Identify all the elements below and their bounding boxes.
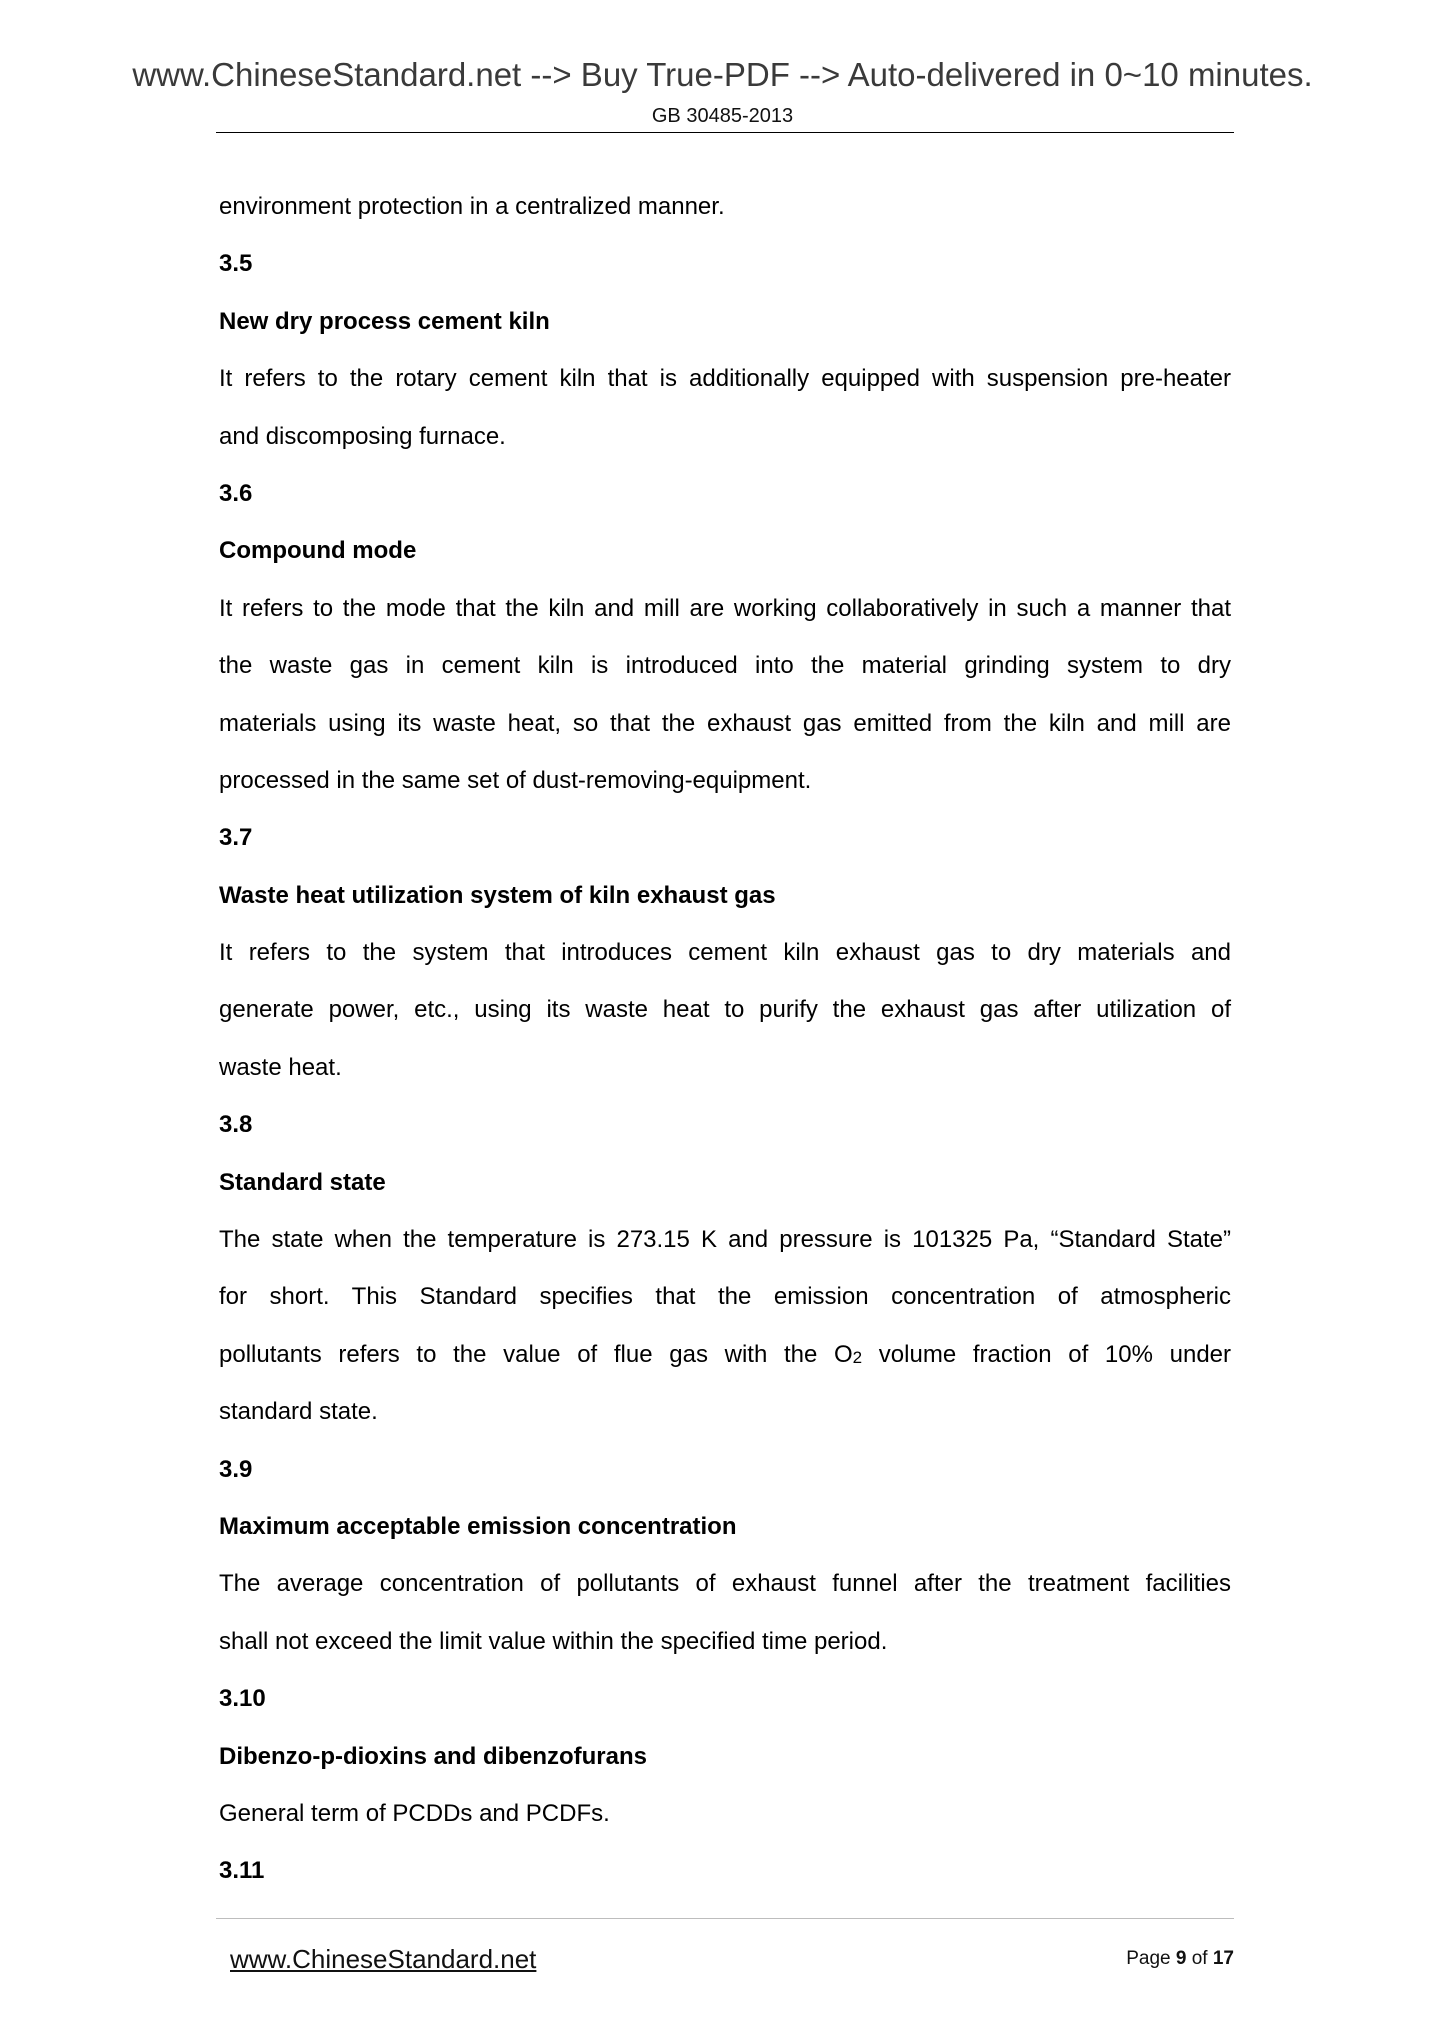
clause-def-3-6-line-2: the waste gas in cement kiln is introduced into the material grinding system to dry — [219, 652, 1231, 680]
clause-def-3-5-line-2: and discomposing furnace. — [219, 422, 506, 450]
clause-def-3-9-line-2: shall not exceed the limit value within the specified time period. — [219, 1627, 888, 1655]
document-body — [219, 178, 1231, 1900]
footer-divider — [216, 1918, 1234, 1919]
clause-number-3-9: 3.9 — [219, 1455, 253, 1483]
clause-def-3-9-line-1: The average concentration of pollutants of exhaust funnel after the treatment facilities — [219, 1570, 1231, 1598]
clause-number-3-11: 3.11 — [219, 1857, 265, 1885]
page-prefix: Page — [1126, 1948, 1176, 1969]
clause-number-3-5: 3.5 — [219, 250, 253, 278]
page-of: of — [1186, 1948, 1213, 1969]
clause-def-3-5-line-1: It refers to the rotary cement kiln that is additionally equipped with suspension pre-heater — [219, 365, 1231, 393]
header-divider — [216, 132, 1234, 133]
clause-term-3-6: Compound mode — [219, 537, 417, 565]
continuation-text: environment protection in a centralized manner. — [219, 193, 725, 220]
clause-def-3-8-line-1: The state when the temperature is 273.15 K and pressure is 101325 Pa, “Standard State” — [219, 1226, 1231, 1254]
site-banner: www.ChineseStandard.net --> Buy True-PDF --> Auto-delivered in 0~10 minutes. — [132, 56, 1313, 93]
clause-def-3-10-line-1: General term of PCDDs and PCDFs. — [219, 1799, 610, 1827]
clause-number-3-6: 3.6 — [219, 479, 253, 507]
clause-def-3-7-line-3: waste heat. — [219, 1053, 342, 1081]
clause-def-3-7-line-2: generate power, etc., using its waste heat to purify the exhaust gas after utilization of — [219, 996, 1231, 1024]
clause-term-3-7: Waste heat utilization system of kiln exhaust gas — [219, 881, 776, 909]
clause-def-3-8-line-2: for short. This Standard specifies that the emission concentration of atmospheric — [219, 1283, 1231, 1311]
oxygen-subscript: 2 — [852, 1347, 863, 1367]
clause-def-3-8-line-3 — [219, 1326, 1231, 1383]
clause-def-3-6-line-4: processed in the same set of dust-removing-equipment. — [219, 766, 812, 794]
clause-number-3-8: 3.8 — [219, 1111, 253, 1139]
clause-def-3-6-line-3: materials using its waste heat, so that the exhaust gas emitted from the kiln and mill are — [219, 709, 1231, 737]
page-current: 9 — [1175, 1948, 1187, 1969]
clause-def-3-7-line-1: It refers to the system that introduces cement kiln exhaust gas to dry materials and — [219, 939, 1231, 967]
clause-term-3-9: Maximum acceptable emission concentration — [219, 1512, 737, 1540]
page-indicator — [1126, 1948, 1234, 1970]
clause-def-3-8-line-3-before: pollutants refers to the value of flue gas with the O — [219, 1340, 853, 1368]
clause-term-3-8: Standard state — [219, 1168, 386, 1196]
clause-def-3-8-line-3-after: volume fraction of 10% under — [862, 1340, 1232, 1368]
clause-term-3-5: New dry process cement kiln — [219, 307, 550, 335]
clause-term-3-10: Dibenzo-p-dioxins and dibenzofurans — [219, 1742, 647, 1770]
clause-def-3-6-line-1: It refers to the mode that the kiln and mill are working collaboratively in such a manner that — [219, 594, 1231, 622]
standard-code: GB 30485-2013 — [651, 105, 794, 127]
page-total: 17 — [1212, 1948, 1234, 1969]
clause-number-3-7: 3.7 — [219, 824, 253, 852]
clause-number-3-10: 3.10 — [219, 1685, 266, 1713]
footer-site-link[interactable]: www.ChineseStandard.net — [230, 1944, 537, 1974]
clause-def-3-8-line-4: standard state. — [219, 1398, 378, 1426]
